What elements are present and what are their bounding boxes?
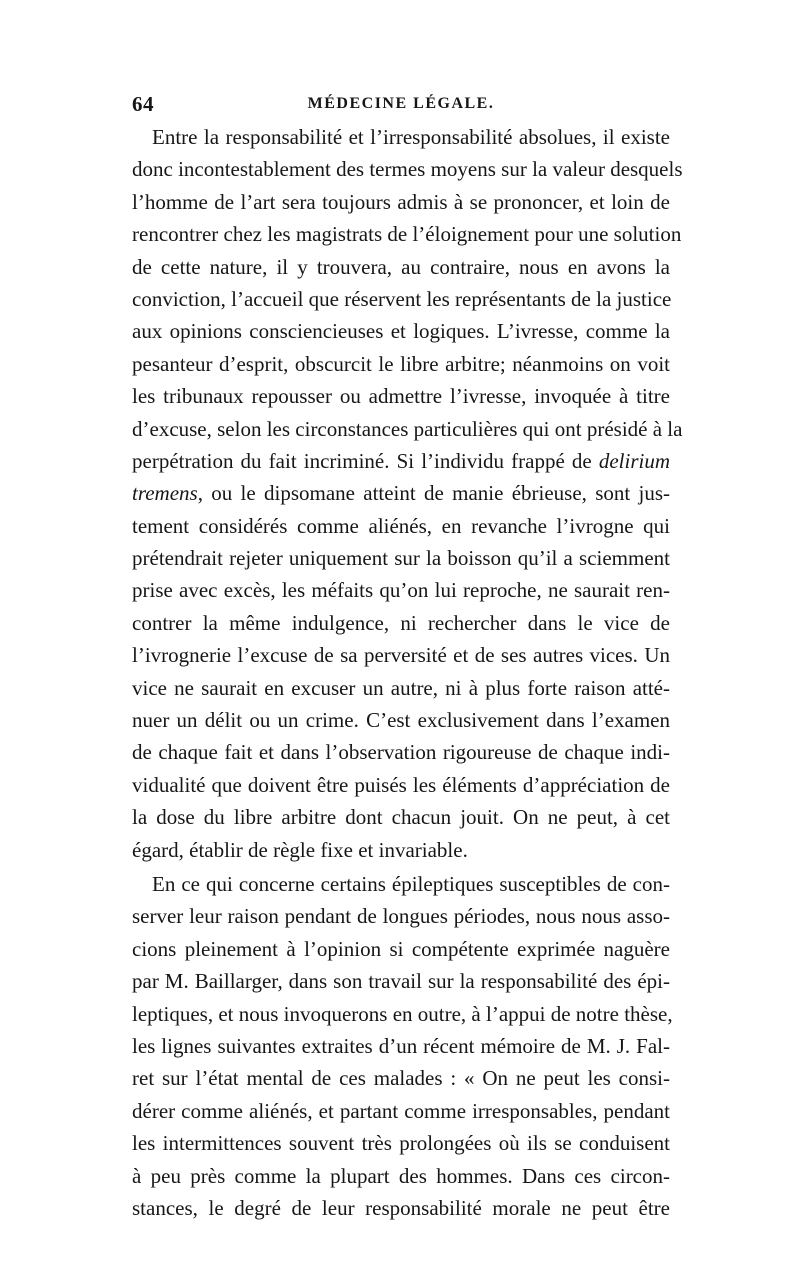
- page-number: 64: [132, 92, 154, 116]
- text-line: cions pleinement à l’opinion si compétente exprimée naguère: [132, 936, 670, 961]
- text-line: l’ivrognerie l’excuse de sa perversité et de ses autres vices. Un: [132, 643, 670, 668]
- running-title: MÉDECINE LÉGALE.: [307, 95, 495, 112]
- text-line: conviction, l’accueil que réservent les représentants de la justice: [132, 286, 672, 311]
- text-line: tremens, ou le dipsomane atteint de manie ébrieuse, sont jus-: [132, 481, 670, 506]
- text-line: prétendrait rejeter uniquement sur la boisson qu’il a sciemment: [132, 546, 670, 571]
- text-line: dérer comme aliénés, et partant comme irresponsables, pendant: [132, 1098, 670, 1123]
- text-line: les lignes suivantes extraites d’un récent mémoire de M. J. Fal-: [132, 1033, 670, 1058]
- text-line: la dose du libre arbitre dont chacun jouit. On ne peut, à cet: [132, 805, 670, 830]
- text-line: de cette nature, il y trouvera, au contraire, nous en avons la: [132, 254, 670, 279]
- text-line: aux opinions consciencieuses et logiques. L’ivresse, comme la: [132, 319, 670, 344]
- text-line: Entre la responsabilité et l’irresponsabilité absolues, il existe: [152, 125, 670, 149]
- body-text: [132, 121, 683, 1224]
- text-line: perpétration du fait incriminé. Si l’individu frappé de delirium: [132, 448, 670, 473]
- text-line: par M. Baillarger, dans son travail sur la responsabilité des épi-: [132, 969, 670, 994]
- text-line: prise avec excès, les méfaits qu’on lui reproche, ne saurait ren-: [132, 578, 670, 603]
- text-line: nuer un délit ou un crime. C’est exclusivement dans l’examen: [132, 708, 670, 733]
- text-line: vidualité que doivent être puisés les éléments d’appréciation de: [132, 772, 670, 797]
- text-line: l’homme de l’art sera toujours admis à se prononcer, et loin de: [132, 189, 670, 214]
- text-line: contrer la même indulgence, ni rechercher dans le vice de: [132, 610, 670, 635]
- paragraph-1: [132, 121, 683, 866]
- text-line: de chaque fait et dans l’observation rigoureuse de chaque indi-: [132, 740, 670, 765]
- paragraph-2: [132, 868, 673, 1224]
- text-line: ret sur l’état mental de ces malades : « On ne peut les consi-: [132, 1066, 670, 1091]
- running-head: [132, 92, 670, 118]
- text-line: donc incontestablement des termes moyens sur la valeur desquels: [132, 157, 683, 182]
- text-line: tement considérés comme aliénés, en revanche l’ivrogne qui: [132, 513, 670, 538]
- text-line: stances, le degré de leur responsabilité morale ne peut être: [132, 1195, 670, 1220]
- text-line: rencontrer chez les magistrats de l’éloignement pour une solution: [132, 222, 682, 247]
- text-line: En ce qui concerne certains épileptiques susceptibles de con-: [152, 871, 670, 896]
- text-line: égard, établir de règle fixe et invariable.: [132, 837, 468, 862]
- text-line: les tribunaux repousser ou admettre l’ivresse, invoquée à titre: [132, 384, 670, 409]
- text-line: server leur raison pendant de longues périodes, nous nous asso-: [132, 904, 670, 929]
- text-line: leptiques, et nous invoquerons en outre, à l’appui de notre thèse,: [132, 1001, 673, 1026]
- text-line: les intermittences souvent très prolongées où ils se conduisent: [132, 1131, 670, 1156]
- text-line: vice ne saurait en excuser un autre, ni à plus forte raison atté-: [132, 675, 670, 700]
- text-line: d’excuse, selon les circonstances particulières qui ont présidé à la: [132, 416, 683, 441]
- text-line: pesanteur d’esprit, obscurcit le libre arbitre; néanmoins on voit: [132, 351, 670, 376]
- text-line: à peu près comme la plupart des hommes. Dans ces circon-: [132, 1163, 670, 1188]
